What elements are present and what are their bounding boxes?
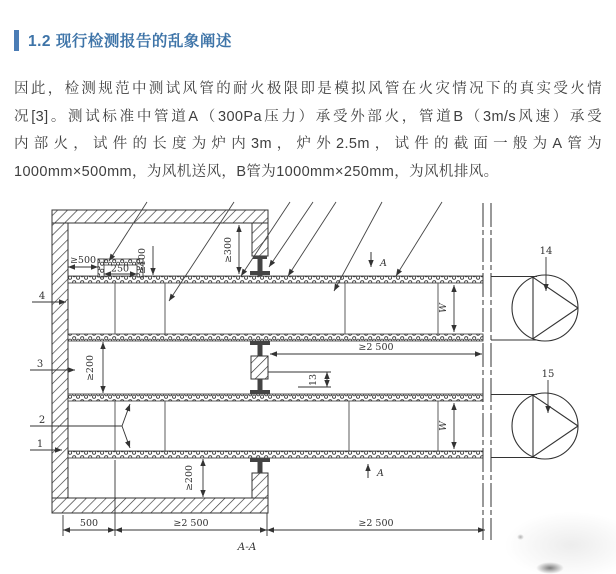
figure-caption: A-A	[237, 541, 257, 553]
width-duct-a-label: W	[438, 303, 449, 313]
fan-callout-leaders	[546, 257, 548, 413]
callout-3-label: 3	[36, 359, 44, 370]
fan-14-symbol	[491, 275, 578, 341]
dim-ge2500-bottom-right-label: ≥2 500	[358, 518, 394, 529]
dim-250-label: 250	[110, 263, 130, 275]
duct-a	[68, 276, 483, 341]
dim-ge2500-bottom-left-label: ≥2 500	[173, 518, 209, 529]
paragraph-line: 1000mm×500mm，为风机送风，B管为1000mm×250mm，为风机排风。	[14, 163, 499, 180]
paragraph-line: 况[3]。测试标准中管道A（300Pa压力）承受外部火，管道B（3m/s风速）承受	[14, 108, 602, 125]
section-arrow-bottom-label: A	[377, 468, 384, 479]
dim-ge500-label: ≥500	[69, 255, 97, 266]
section-heading	[14, 29, 232, 51]
duct-b	[68, 394, 483, 458]
dim-ge2500-duct-a-label: ≥2 500	[358, 342, 394, 353]
body-paragraph	[14, 76, 602, 186]
wall-penetration-collars	[250, 256, 270, 473]
callout-1-label: 1	[36, 439, 44, 450]
section-cut-arrows	[368, 252, 371, 478]
paragraph-line: 因此，检测规范中测试风管的耐火极限即是模拟风管在火灾情况下的真实受火情	[14, 81, 602, 97]
dim-500-bottom-label: 500	[79, 518, 99, 529]
watermark-dot	[517, 534, 524, 540]
dim-ge100-label: ≥100	[137, 247, 148, 275]
width-duct-b-label: W	[438, 421, 449, 431]
callout-15-label: 15	[541, 369, 555, 380]
callout-14-label: 14	[539, 246, 553, 257]
dim-13-label: 13	[308, 373, 319, 387]
callout-4-label: 4	[38, 291, 46, 302]
dim-ge300-label: ≥300	[223, 236, 234, 264]
heading-title: 1.2 现行检测报告的乱象阐述	[28, 33, 232, 50]
dim-ge200-bottom-label: ≥200	[184, 464, 195, 492]
callout-2-label: 2	[38, 415, 46, 426]
fan-15-symbol	[491, 393, 578, 459]
watermark-smudge	[536, 562, 564, 574]
watermark-shadow	[456, 484, 616, 574]
paragraph-line: 内部火，试件的长度为炉内3m，炉外2.5m，试件的截面一般为A管为	[14, 136, 602, 152]
section-arrow-top-label: A	[380, 258, 387, 269]
dim-ge200-mid-label: ≥200	[85, 354, 96, 382]
heading-accent-bar	[14, 30, 19, 51]
